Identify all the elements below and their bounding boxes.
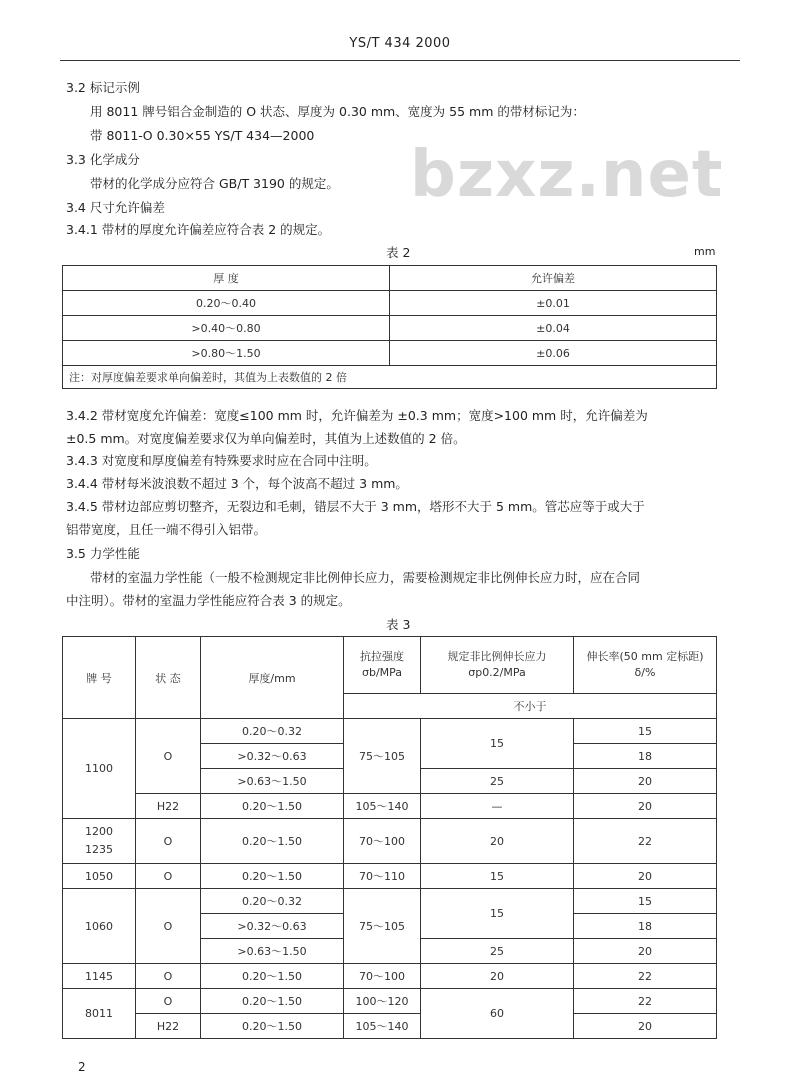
section-3-4-5-line2: 铝带宽度，且任一端不得引入铝带。 [66,522,267,537]
table3-header-tensile-label: 抗拉强度 [360,650,404,663]
table-cell: >0.63～1.50 [201,769,344,794]
section-3-2-line2: 带 8011-O 0.30×55 YS/T 434—2000 [90,128,315,143]
table-cell: H22 [136,794,201,819]
table-cell: 0.20～1.50 [201,819,344,864]
table-cell: ±0.01 [390,291,717,316]
table-cell: >0.80～1.50 [63,341,390,366]
table-cell: 1060 [63,889,136,964]
table-cell: — [421,794,574,819]
table-cell: 0.20～1.50 [201,1014,344,1039]
section-3-5-line2: 中注明）。带材的室温力学性能应符合表 3 的规定。 [66,593,351,608]
table3-header-thickness: 厚度/mm [201,637,344,719]
table-row [63,989,717,1014]
table-row [63,366,717,389]
grade-1235: 1235 [85,843,113,856]
table-cell: 20 [574,769,717,794]
table-cell: 20 [574,864,717,889]
table-cell: 15 [421,864,574,889]
page-header: YS/T 434 2000 [349,36,451,51]
table-cell: 18 [574,744,717,769]
table-row [63,266,717,291]
table3-header-yield-symbol: σp0.2/MPa [468,666,526,679]
section-3-3-title: 3.3 化学成分 [66,152,140,167]
table-cell: 0.20～0.40 [63,291,390,316]
table-row [63,316,717,341]
page-number: 2 [78,1060,86,1074]
section-3-4-5-line1: 3.4.5 带材边部应剪切整齐，无裂边和毛刺，错层不大于 3 mm，塔形不大于 5 mm。管芯应等于或大于 [66,499,645,514]
section-3-4-2-line1: 3.4.2 带材宽度允许偏差：宽度≤100 mm 时，允许偏差为 ±0.3 mm；宽度>100 mm 时，允许偏差为 [66,408,648,423]
table2 [62,265,717,389]
table-cell: 60 [421,989,574,1039]
table-cell: O [136,864,201,889]
section-3-4-1: 3.4.1 带材的厚度允许偏差应符合表 2 的规定。 [66,222,331,237]
section-3-2-title: 3.2 标记示例 [66,80,140,95]
table-cell: 0.20～0.32 [201,889,344,914]
table-cell: O [136,964,201,989]
section-3-2-line1: 用 8011 牌号铝合金制造的 O 状态、厚度为 0.30 mm、宽度为 55 mm 的带材标记为： [90,104,585,119]
table-cell: 18 [574,914,717,939]
table-cell: 15 [574,719,717,744]
table3-header-temper: 状 态 [136,637,201,719]
table-cell: 20 [574,1014,717,1039]
header-rule [60,60,740,61]
table-cell: H22 [136,1014,201,1039]
table-cell: 15 [421,719,574,769]
table-cell: 22 [574,989,717,1014]
table-cell: 0.20～1.50 [201,794,344,819]
table-cell [63,819,136,864]
table-cell: 25 [421,769,574,794]
table-cell: 1145 [63,964,136,989]
table-row [63,291,717,316]
section-3-5-title: 3.5 力学性能 [66,546,140,561]
table-cell: 75～105 [344,719,421,794]
table-row [63,964,717,989]
table-cell: 105～140 [344,1014,421,1039]
table-row [63,1014,717,1039]
table-cell: O [136,989,201,1014]
table3-header-elongation [574,637,717,694]
table-cell: 20 [421,964,574,989]
table-cell: O [136,819,201,864]
table3-header-yield-label: 规定非比例伸长应力 [447,650,547,663]
table-cell: 0.20～0.32 [201,719,344,744]
table-cell: 0.20～1.50 [201,964,344,989]
section-3-3-line1: 带材的化学成分应符合 GB/T 3190 的规定。 [90,176,339,191]
table-cell: 70～110 [344,864,421,889]
section-3-4-4: 3.4.4 带材每米波浪数不超过 3 个，每个波高不超过 3 mm。 [66,476,408,491]
section-3-4-title: 3.4 尺寸允许偏差 [66,200,165,215]
table-cell: >0.63～1.50 [201,939,344,964]
table-cell: 1100 [63,719,136,819]
table2-caption: 表 2 [386,245,411,260]
grade-1200: 1200 [85,825,113,838]
table-row [63,889,717,914]
table-cell: 0.20～1.50 [201,864,344,889]
section-3-5-line1: 带材的室温力学性能（一般不检测规定非比例伸长应力，需要检测规定非比例伸长应力时，应在合同 [90,570,641,585]
table-cell: 25 [421,939,574,964]
table3 [62,636,717,1039]
table-cell: 100～120 [344,989,421,1014]
table3-header-grade: 牌 号 [63,637,136,719]
table3-header-yield [421,637,574,694]
table-cell: 8011 [63,989,136,1039]
table2-note: 注：对厚度偏差要求单向偏差时，其值为上表数值的 2 倍 [63,366,717,389]
table-cell: >0.32～0.63 [201,744,344,769]
table-row [63,341,717,366]
table-cell: 20 [574,794,717,819]
section-3-4-2-line2: ±0.5 mm。对宽度偏差要求仅为单向偏差时，其值为上述数值的 2 倍。 [66,431,466,446]
table-cell: 0.20～1.50 [201,989,344,1014]
table-row [63,864,717,889]
table3-header-min: 不小于 [344,694,717,719]
table3-caption: 表 3 [386,617,411,632]
table-cell: 105～140 [344,794,421,819]
table-cell: 22 [574,819,717,864]
table3-header-tensile [344,637,421,694]
table2-header-thickness: 厚 度 [63,266,390,291]
table-cell: 15 [421,889,574,939]
table-cell: 70～100 [344,819,421,864]
table-cell: 20 [421,819,574,864]
table-row [63,794,717,819]
section-3-4-3: 3.4.3 对宽度和厚度偏差有特殊要求时应在合同中注明。 [66,453,377,468]
table-cell: 22 [574,964,717,989]
table-cell: >0.32～0.63 [201,914,344,939]
table-row [63,819,717,864]
table-row [63,637,717,694]
table-row [63,719,717,744]
table-cell: 20 [574,939,717,964]
table-cell: 15 [574,889,717,914]
table3-header-elongation-label: 伸长率(50 mm 定标距) [586,650,704,663]
table-cell: >0.40～0.80 [63,316,390,341]
watermark: bzxz.net [410,138,724,212]
table-cell: ±0.06 [390,341,717,366]
table-cell: O [136,719,201,794]
table3-header-tensile-symbol: σb/MPa [361,666,403,679]
table2-unit: mm [694,245,716,258]
table3-header-elongation-symbol: δ/% [634,666,656,679]
table-cell: 70～100 [344,964,421,989]
table-cell: O [136,889,201,964]
table-cell: 1050 [63,864,136,889]
table-cell: ±0.04 [390,316,717,341]
table-cell: 75～105 [344,889,421,964]
table2-header-tolerance: 允许偏差 [390,266,717,291]
